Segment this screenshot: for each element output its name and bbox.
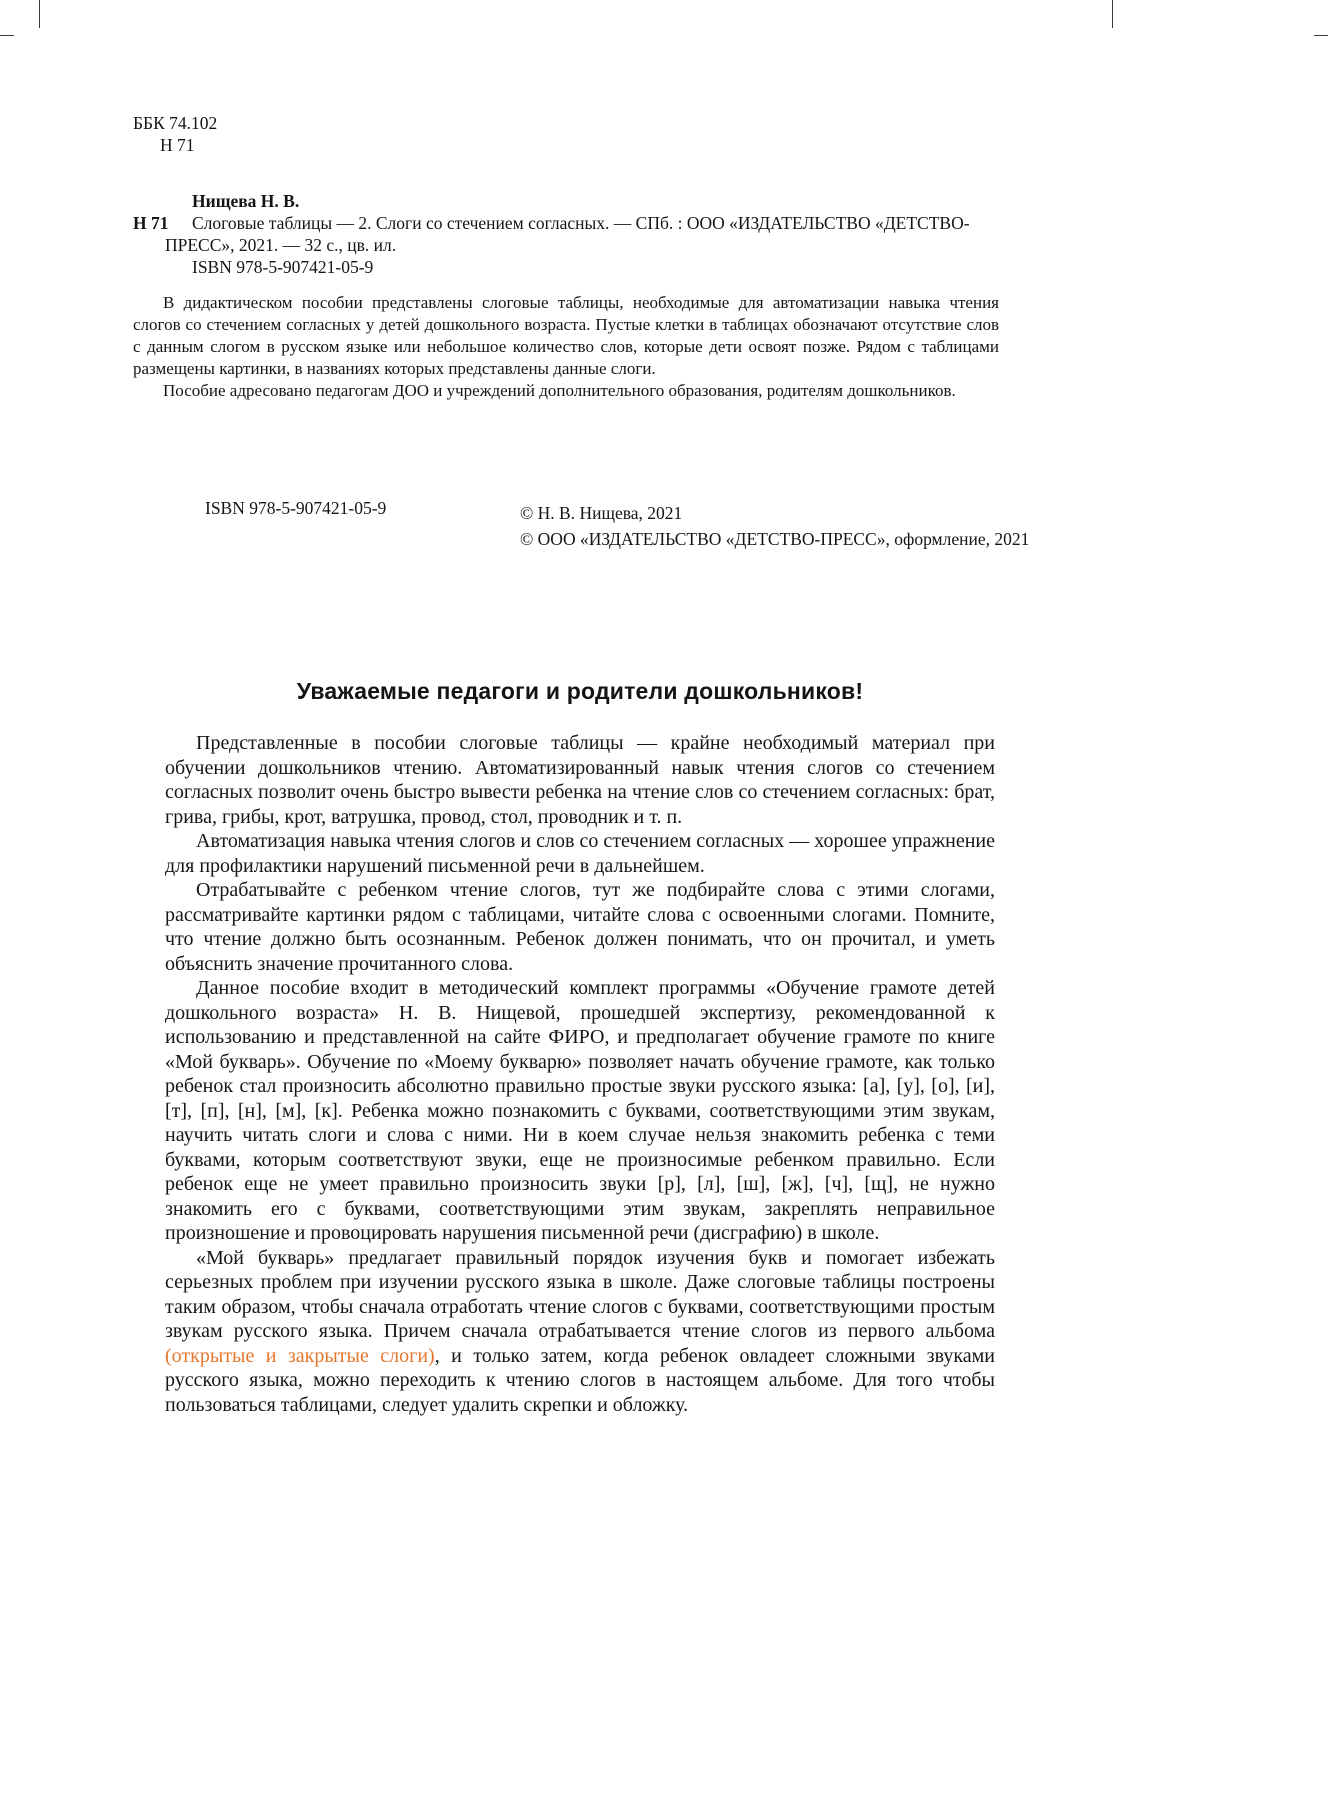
annotation-paragraph: Пособие адресовано педагогам ДОО и учреждений дополнительного образования, родителям дошкольников. [163, 381, 956, 400]
body-paragraph: Автоматизация навыка чтения слогов и слов со стечением согласных — хорошее упражнение для профилактики нарушений письменной речи в дальнейшем. [165, 830, 995, 877]
body-paragraph: Отрабатывайте с ребенком чтение слогов, тут же подбирайте слова с этими слогами, рассматривайте картинки рядом с таблицами, читайте слова с освоенными слогами. Помните, что чтение должно быть осознанным. Ребенок должен понимать, что он прочитал, и уметь объяснить значение прочитанного слова. [165, 879, 995, 975]
crop-mark-top-right-vertical [1112, 0, 1113, 28]
crop-mark-top-left-vertical [39, 0, 40, 28]
bbk-author-sign: Н 71 [160, 135, 195, 155]
body-paragraph [165, 1246, 995, 1418]
copyright-block [520, 500, 1029, 552]
crop-mark-top-left-horizontal [0, 35, 14, 36]
copyright-line: © ООО «ИЗДАТЕЛЬСТВО «ДЕТСТВО-ПРЕСС», оформление, 2021 [520, 529, 1030, 549]
body-paragraph: Представленные в пособии слоговые таблицы — крайне необходимый материал при обучении дошкольников чтению. Автоматизированный навык чтения слогов со стечением согласных позволит очень быстро вывести ребенка на чтение слов со стечением согласных: брат, грива, грибы, крот, ватрушка, провод, стол, проводник и т. п. [165, 732, 995, 828]
isbn-number: ISBN 978-5-907421-05-9 [192, 257, 374, 277]
article-block [165, 678, 995, 1417]
isbn-number-repeat: ISBN 978-5-907421-05-9 [205, 498, 387, 518]
bibliographic-description: Слоговые таблицы — 2. Слоги со стечением согласных. — СПб. : ООО «ИЗДАТЕЛЬСТВО «ДЕТСТВО-ПРЕСС», 2021. — 32 с., цв. ил. [165, 213, 970, 255]
body-paragraph: Данное пособие входит в методический комплект программы «Обучение грамоте детей дошкольного возраста» Н. В. Нищевой, прошедшей экспертизу, рекомендованной к использованию и представленной на сайте ФИРО, и предполагает обучение грамоте по книге «Мой букварь». Обучение по «Моему букварю» позволяет начать обучение грамоте, как только ребенок стал произносить абсолютно правильно простые звуки русского языка: [а], [у], [о], [и], [т], [п], [н], [м], [к]. Ребенка можно познакомить с буквами, соответствующими этим звукам, научить читать слоги и слова с ними. Ни в коем случае нельзя знакомить ребенка с теми буквами, которым соответствуют звуки, еще не произносимые ребенком правильно. Если ребенок еще не умеет правильно произносить звуки [р], [л], [ш], [ж], [ч], [щ], не нужно знакомить его с буквами, соответствующими этим звукам, закреплять неправильное произношение и провоцировать нарушения письменной речи (дисграфию) в школе. [165, 977, 995, 1244]
paragraph-text: «Мой букварь» предлагает правильный порядок изучения букв и помогает избежать серьезных проблем при изучении русского языка в школе. Даже слоговые таблицы построены таким образом, чтобы сначала отработать чтение слогов с буквами, соответствующими простым звукам русского языка. Причем сначала отрабатывается чтение слогов из первого альбома [165, 1246, 995, 1342]
annotation-paragraph: В дидактическом пособии представлены слоговые таблицы, необходимые для автоматизации навыка чтения слогов со стечением согласных у детей дошкольного возраста. Пустые клетки в таблицах обозначают отсутствие слов с данным слогом в русском языке или небольшое количество слов, которые дети освоят позже. Рядом с таблицами размещены картинки, в названиях которых представлены данные слоги. [133, 293, 999, 378]
copyright-line: © Н. В. Нищева, 2021 [520, 503, 683, 523]
highlighted-text: (открытые и закрытые слоги) [165, 1344, 435, 1367]
bbk-number: ББК 74.102 [133, 113, 218, 133]
article-heading: Уважаемые педагоги и родители дошкольников! [296, 678, 864, 704]
imprint-block [133, 112, 999, 402]
author-name: Нищева Н. В. [192, 191, 300, 211]
catalog-code: Н 71 [133, 213, 169, 233]
crop-mark-top-right-horizontal [1314, 35, 1328, 36]
catalog-entry [133, 212, 999, 256]
paragraph-text: , и только затем, когда ребенок овладеет сложными звуками русского языка, можно переходить к чтению слогов в настоящем альбоме. Для того чтобы пользоваться таблицами, следует удалить скрепки и обложку. [165, 1344, 995, 1416]
